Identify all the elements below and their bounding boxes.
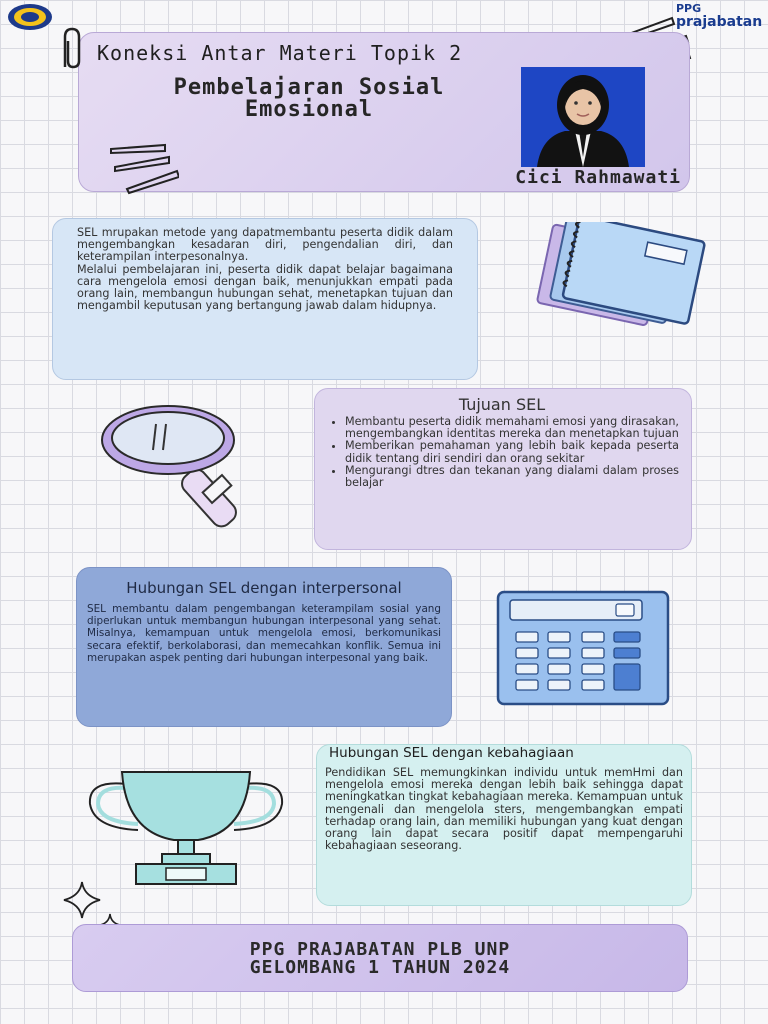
happiness-card <box>316 744 692 906</box>
footer-line1: PPG PRAJABATAN PLB UNP <box>249 939 511 960</box>
page-title-line2: Emosional <box>244 97 374 122</box>
interpersonal-text: SEL membantu dalam pengembangan keterampilam sosial yang diperlukan untuk membangun hubungan interpesonal yang sehat. Misalnya, kemampuan untuk mengelola emosi, berkomunikasi secara efektif, berkolaborasi, dan memecahkan konflik. Semua ini merupakan aspek penting dari hubungan interpesonal yang baik. <box>87 603 441 664</box>
footer-banner <box>72 924 688 992</box>
paperclip-icon <box>57 27 85 73</box>
topic-title: Koneksi Antar Materi Topik 2 <box>97 41 463 65</box>
sel-paragraph-1: SEL mrupakan metode yang dapatmembantu peserta didik dalam mengembangkan kesadaran diri, pengendalian diri, dan keterampilan interpesonalnya. <box>77 226 453 264</box>
ppg-logo-small-text: PPG <box>676 2 702 15</box>
goals-list <box>325 416 679 489</box>
notebook-icon <box>528 222 720 332</box>
goal-item: • Mengurangi dtres dan tekanan yang dialami dalam proses belajar <box>345 465 679 489</box>
happiness-text: Pendidikan SEL memungkinkan individu untuk memHmi dan mengelola emosi mereka dengan lebih baik sehingga dapat meningkatkan tingkat kebahagiaan mereka. Kemampuan untuk mengenali dan mengelola sters, mengembangkan empati terhadap orang lain, dan memiliki hubungan yang kuat dengan orang lain dapat secara positif dapat mempengaruhi kebahagiaan seseorang. <box>325 766 683 853</box>
goals-title: Tujuan SEL <box>458 395 546 414</box>
goal-item: • Membantu peserta didik memahami emosi yang dirasakan, mengembangkan identitas mereka dan menetapkan tujuan <box>345 416 679 440</box>
title-card <box>78 32 690 192</box>
sel-paragraph-2: Melalui pembelajaran ini, peserta didik dapat belajar bagaimana cara mengelola emosi dengan baik, menunjukkan empati pada orang lain, membangun hubungan sehat, menetapkan tujuan dan mengambil keputusan yang bertangung jawab dalam hidupnya. <box>77 262 453 313</box>
author-photo <box>521 67 645 167</box>
magnifier-icon <box>98 402 268 534</box>
trophy-icon <box>86 764 286 888</box>
goal-item: • Memberikan pemahaman yang lebih baik kepada peserta didik tentang diri sendiri dan orang sekitar <box>345 440 679 464</box>
happiness-title: Hubungan SEL dengan kebahagiaan <box>329 745 574 761</box>
deco-lines-icon <box>107 143 179 199</box>
sel-definition-card <box>52 218 478 380</box>
calculator-icon <box>496 590 672 708</box>
interpersonal-card <box>76 567 452 727</box>
ppg-logo-text: prajabatan <box>676 14 763 30</box>
goals-card <box>314 388 692 550</box>
page-title <box>119 77 499 121</box>
page-title-line1: Pembelajaran Sosial <box>173 75 445 100</box>
interpersonal-title: Hubungan SEL dengan interpersonal <box>126 579 402 597</box>
footer-line2: GELOMBANG 1 TAHUN 2024 <box>249 957 511 978</box>
author-name: Cici Rahmawati <box>515 167 681 188</box>
university-logo-icon <box>6 2 54 32</box>
